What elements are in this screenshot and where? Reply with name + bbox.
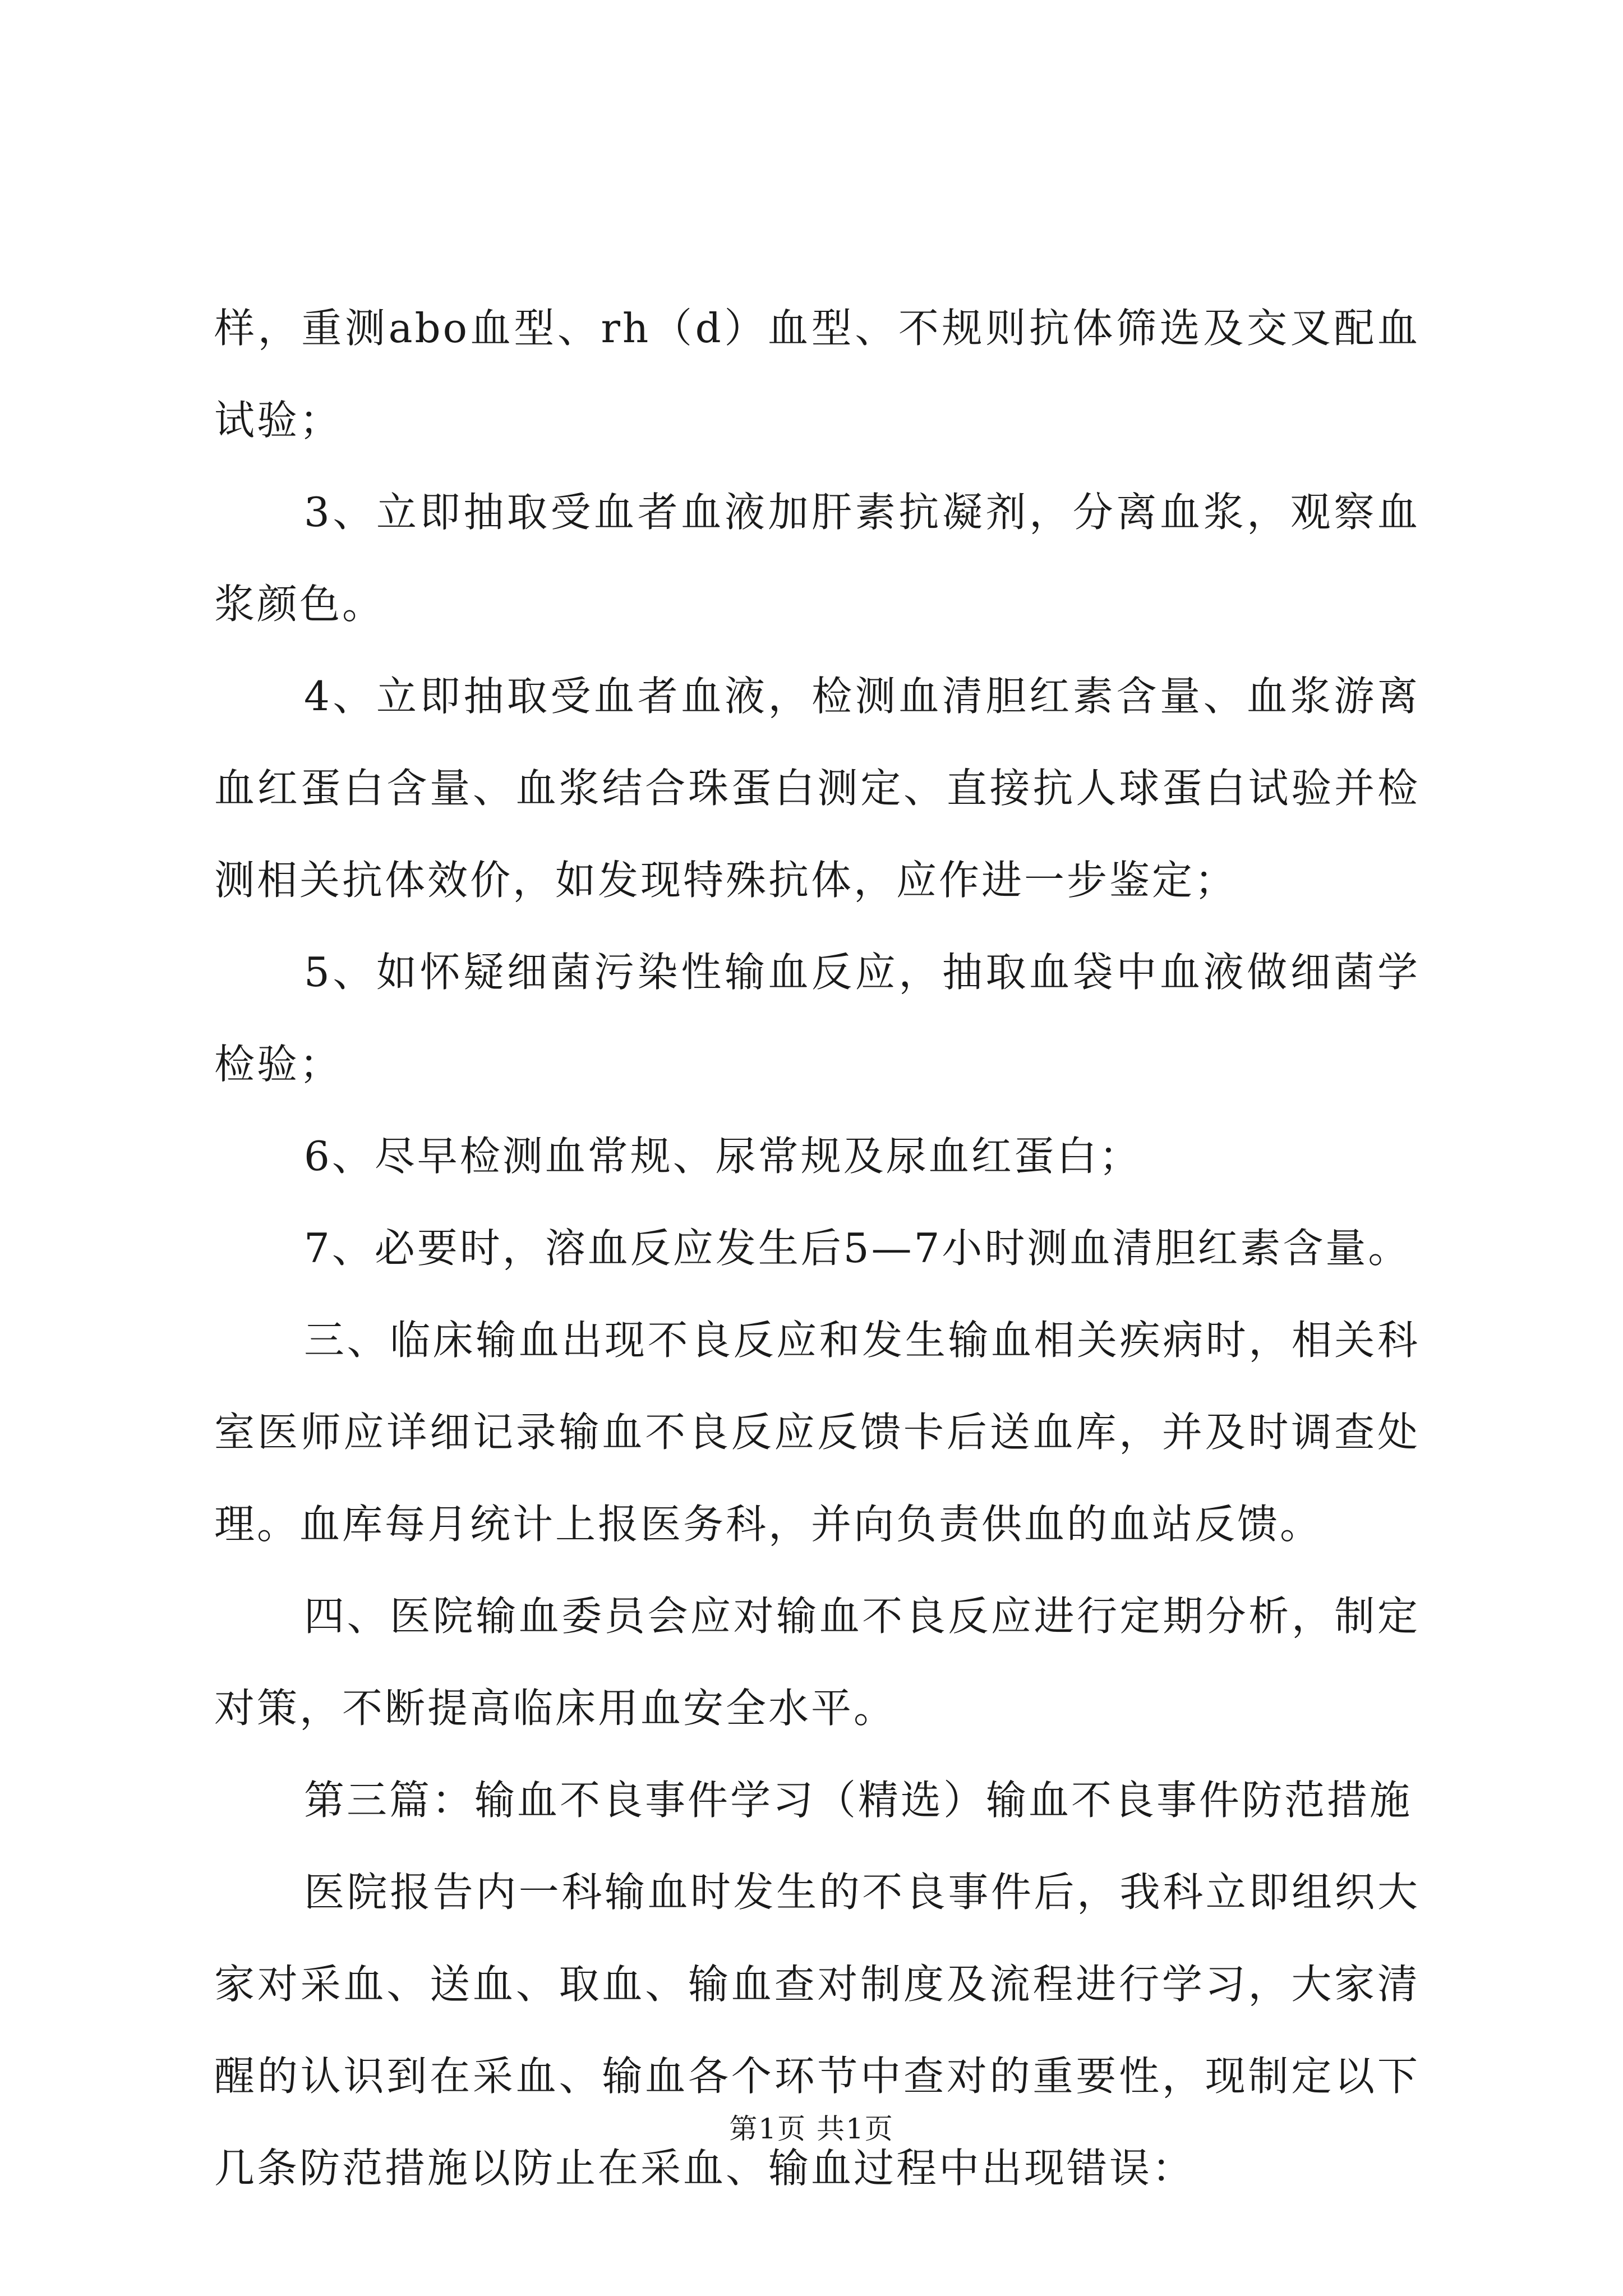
paragraph-section-three: 三、临床输血出现不良反应和发生输血相关疾病时，相关科室医师应详细记录输血不良反应反馈卡后送血库，并及时调查处理。血库每月统计上报医务科，并向负责供血的血站反馈。: [214, 1317, 1420, 1548]
paragraph-continuation: 样，重测abo血型、rh（d）血型、不规则抗体筛选及交叉配血试验；: [214, 305, 1420, 444]
document-body: [214, 282, 1420, 2214]
paragraph-item-6: 6、尽早检测血常规、尿常规及尿血红蛋白；: [304, 1133, 1142, 1180]
page-footer: 第1页 共1页: [729, 2113, 894, 2145]
section-heading: 第三篇：输血不良事件学习（精选）输血不良事件防范措施: [304, 1777, 1413, 1824]
paragraph-item-4: 4、立即抽取受血者血液，检测血清胆红素含量、血浆游离血红蛋白含量、血浆结合珠蛋白测定、直接抗人球蛋白试验并检测相关抗体效价，如发现特殊抗体，应作进一步鉴定；: [214, 673, 1420, 904]
paragraph-item-5: 5、如怀疑细菌污染性输血反应，抽取血袋中血液做细菌学检验；: [214, 949, 1420, 1088]
paragraph-section-four: 四、医院输血委员会应对输血不良反应进行定期分析，制定对策，不断提高临床用血安全水平。: [214, 1593, 1420, 1732]
paragraph-item-3: 3、立即抽取受血者血液加肝素抗凝剂，分离血浆，观察血浆颜色。: [214, 489, 1420, 628]
paragraph-item-7: 7、必要时，溶血反应发生后5—7小时测血清胆红素含量。: [304, 1225, 1411, 1272]
paragraph-intro: 医院报告内一科输血时发生的不良事件后，我科立即组织大家对采血、送血、取血、输血查对制度及流程进行学习，大家清醒的认识到在采血、输血各个环节中查对的重要性，现制定以下几条防范措施以防止在采血、输血过程中出现错误：: [214, 1869, 1420, 2192]
